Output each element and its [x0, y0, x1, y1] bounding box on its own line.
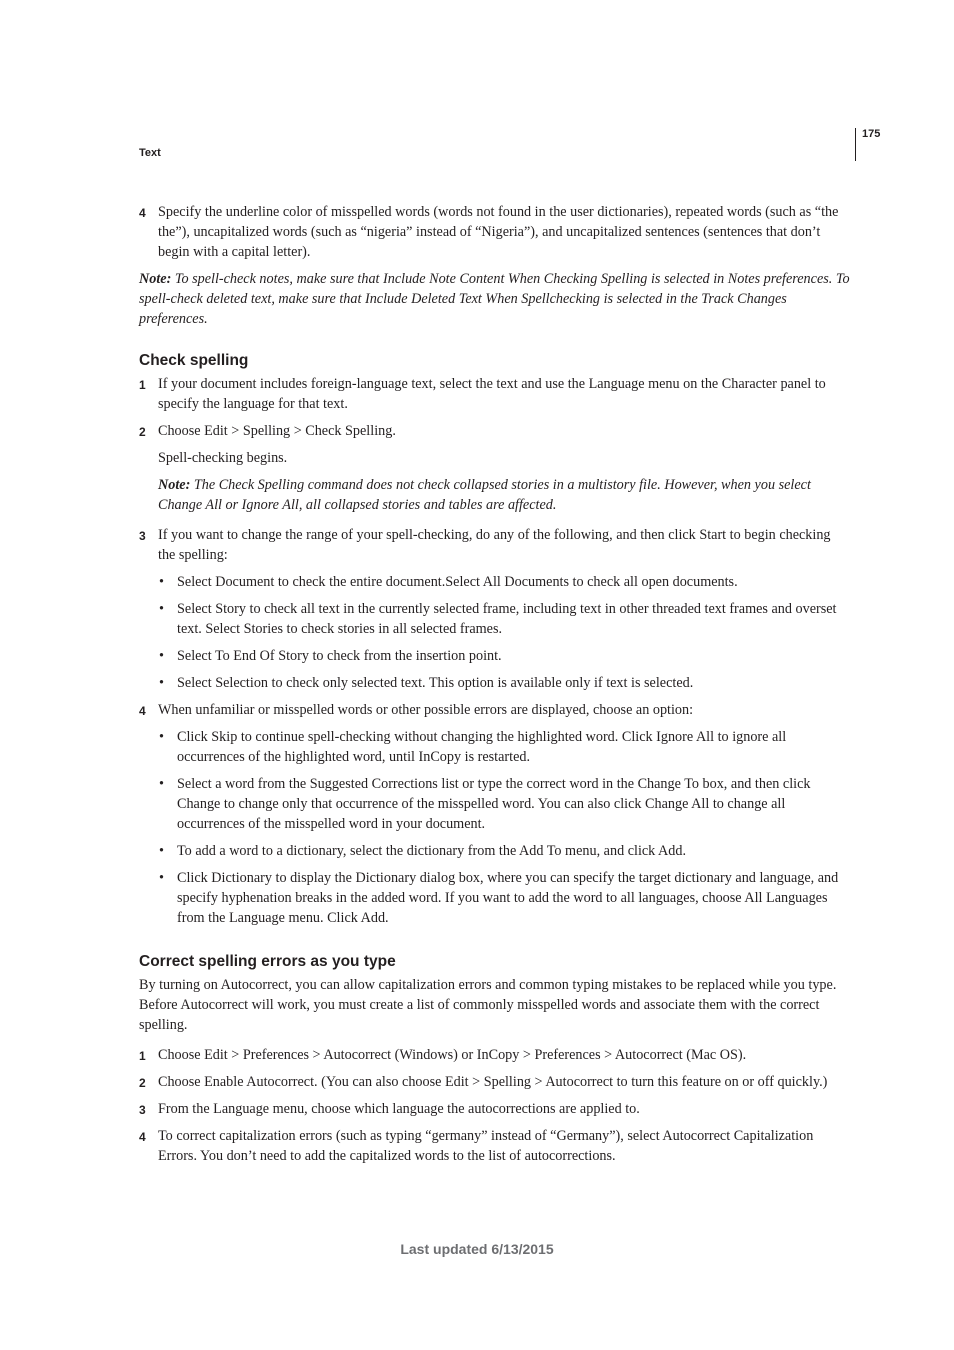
- bullet-icon: •: [159, 870, 164, 886]
- bullet-icon: •: [159, 776, 164, 792]
- note-text: The Check Spelling command does not check collapsed stories in a multistory file. However, when you select Change All or Ignore All, all collapsed stories and tables are affected.: [158, 477, 811, 513]
- list-item: • To add a word to a dictionary, select the dictionary from the Add To menu, and click Add.: [159, 843, 687, 859]
- step-number: 1: [139, 1049, 146, 1063]
- step-text: From the Language menu, choose which language the autocorrections are applied to.: [158, 1101, 640, 1117]
- step-text: When unfamiliar or misspelled words or other possible errors are displayed, choose an option:: [158, 702, 694, 718]
- step-number: 4: [139, 206, 146, 220]
- bullet-icon: •: [159, 601, 164, 617]
- intro-note: [139, 269, 851, 329]
- step-number: 3: [139, 529, 146, 543]
- intro-step-4: [139, 202, 851, 262]
- check-step-1: [139, 374, 851, 414]
- note-label: Note:: [158, 477, 191, 493]
- step-number: 3: [139, 1103, 146, 1117]
- bullet-icon: •: [159, 648, 164, 664]
- step-number: 2: [139, 425, 146, 439]
- step-text: If your document includes foreign-language text, select the text and use the Language menu on the Character panel to specify the language for that text.: [158, 376, 826, 412]
- check-step-3: [139, 525, 851, 565]
- check-step-2: [139, 421, 851, 441]
- step-number: 4: [139, 704, 146, 718]
- list-item: • Click Dictionary to display the Dictionary dialog box, where you can specify the target dictionary and language, and specify hyphenation breaks in the added word. If you want to add the word to all languages, choose All Languages from the Language menu. Click Add.: [159, 870, 839, 926]
- list-item: • Select a word from the Suggested Corrections list or type the correct word in the Change To box, and then click Change to change only that occurrence of the misspelled word. You can also click Change All to change all occurrences of the misspelled word in your document.: [159, 776, 811, 832]
- footer-last-updated: Last updated 6/13/2015: [400, 1241, 554, 1257]
- list-item: • Click Skip to continue spell-checking without changing the highlighted word. Click Ignore All to ignore all occurrences of the highlighted word, until InCopy is restarted.: [159, 729, 787, 765]
- section-header: Text: [139, 147, 161, 159]
- list-item: • Select Document to check the entire document.Select All Documents to check all open documents.: [159, 574, 738, 590]
- bullet-icon: •: [159, 843, 164, 859]
- step-text: Choose Enable Autocorrect. (You can also choose Edit > Spelling > Autocorrect to turn this feature on or off quickly.): [158, 1074, 828, 1090]
- list-item: • Select Selection to check only selected text. This option is available only if text is selected.: [159, 675, 694, 691]
- page-content: [139, 202, 851, 1173]
- correct-step-4: [139, 1126, 851, 1166]
- step-number: 1: [139, 378, 146, 392]
- check-step-4: [139, 700, 851, 720]
- correct-step-3: [139, 1099, 851, 1119]
- step-result: Spell-checking begins.: [158, 450, 288, 466]
- list-item: • Select To End Of Story to check from the insertion point.: [159, 648, 502, 664]
- header-divider: [855, 128, 856, 161]
- heading-check-spelling: Check spelling: [139, 352, 249, 369]
- bullet-icon: •: [159, 675, 164, 691]
- note-label: Note:: [139, 271, 172, 287]
- note-text: To spell-check notes, make sure that Include Note Content When Checking Spelling is selected in Notes preferences. To spell-check deleted text, make sure that Include Deleted Text When Spellchecking is selected in the Track Changes preferences.: [139, 271, 850, 327]
- step-number: 2: [139, 1076, 146, 1090]
- step-text: Choose Edit > Preferences > Autocorrect (Windows) or InCopy > Preferences > Autocorrect (Mac OS).: [158, 1047, 747, 1063]
- correct-step-1: [139, 1045, 851, 1065]
- heading-correct-spelling: Correct spelling errors as you type: [139, 953, 396, 970]
- step-text: To correct capitalization errors (such as typing “germany” instead of “Germany”), select Autocorrect Capitalization Errors. You don’t need to add the capitalized words to the list of autocorrections.: [158, 1128, 814, 1164]
- step-text: Choose Edit > Spelling > Check Spelling.: [158, 423, 396, 439]
- list-item: • Select Story to check all text in the currently selected frame, including text in other threaded text frames and overset text. Select Stories to check stories in all selected frames.: [159, 601, 837, 637]
- bullet-icon: •: [159, 574, 164, 590]
- step-text: If you want to change the range of your spell-checking, do any of the following, and then click Start to begin checking the spelling:: [158, 527, 831, 563]
- step-number: 4: [139, 1130, 146, 1144]
- page-number: 175: [862, 128, 881, 140]
- check-note: [139, 475, 851, 515]
- bullet-icon: •: [159, 729, 164, 745]
- correct-step-2: [139, 1072, 851, 1092]
- step-text: Specify the underline color of misspelled words (words not found in the user dictionaries), repeated words (such as “the the”), uncapitalized words (such as “nigeria” instead of “Nigeria”), and uncapitalized sentences (sentences that don’t begin with a capital letter).: [158, 204, 839, 260]
- correct-intro: By turning on Autocorrect, you can allow capitalization errors and common typing mistakes to be replaced while you type. Before Autocorrect will work, you must create a list of commonly misspelled words and associate them with the correct spelling.: [139, 977, 837, 1033]
